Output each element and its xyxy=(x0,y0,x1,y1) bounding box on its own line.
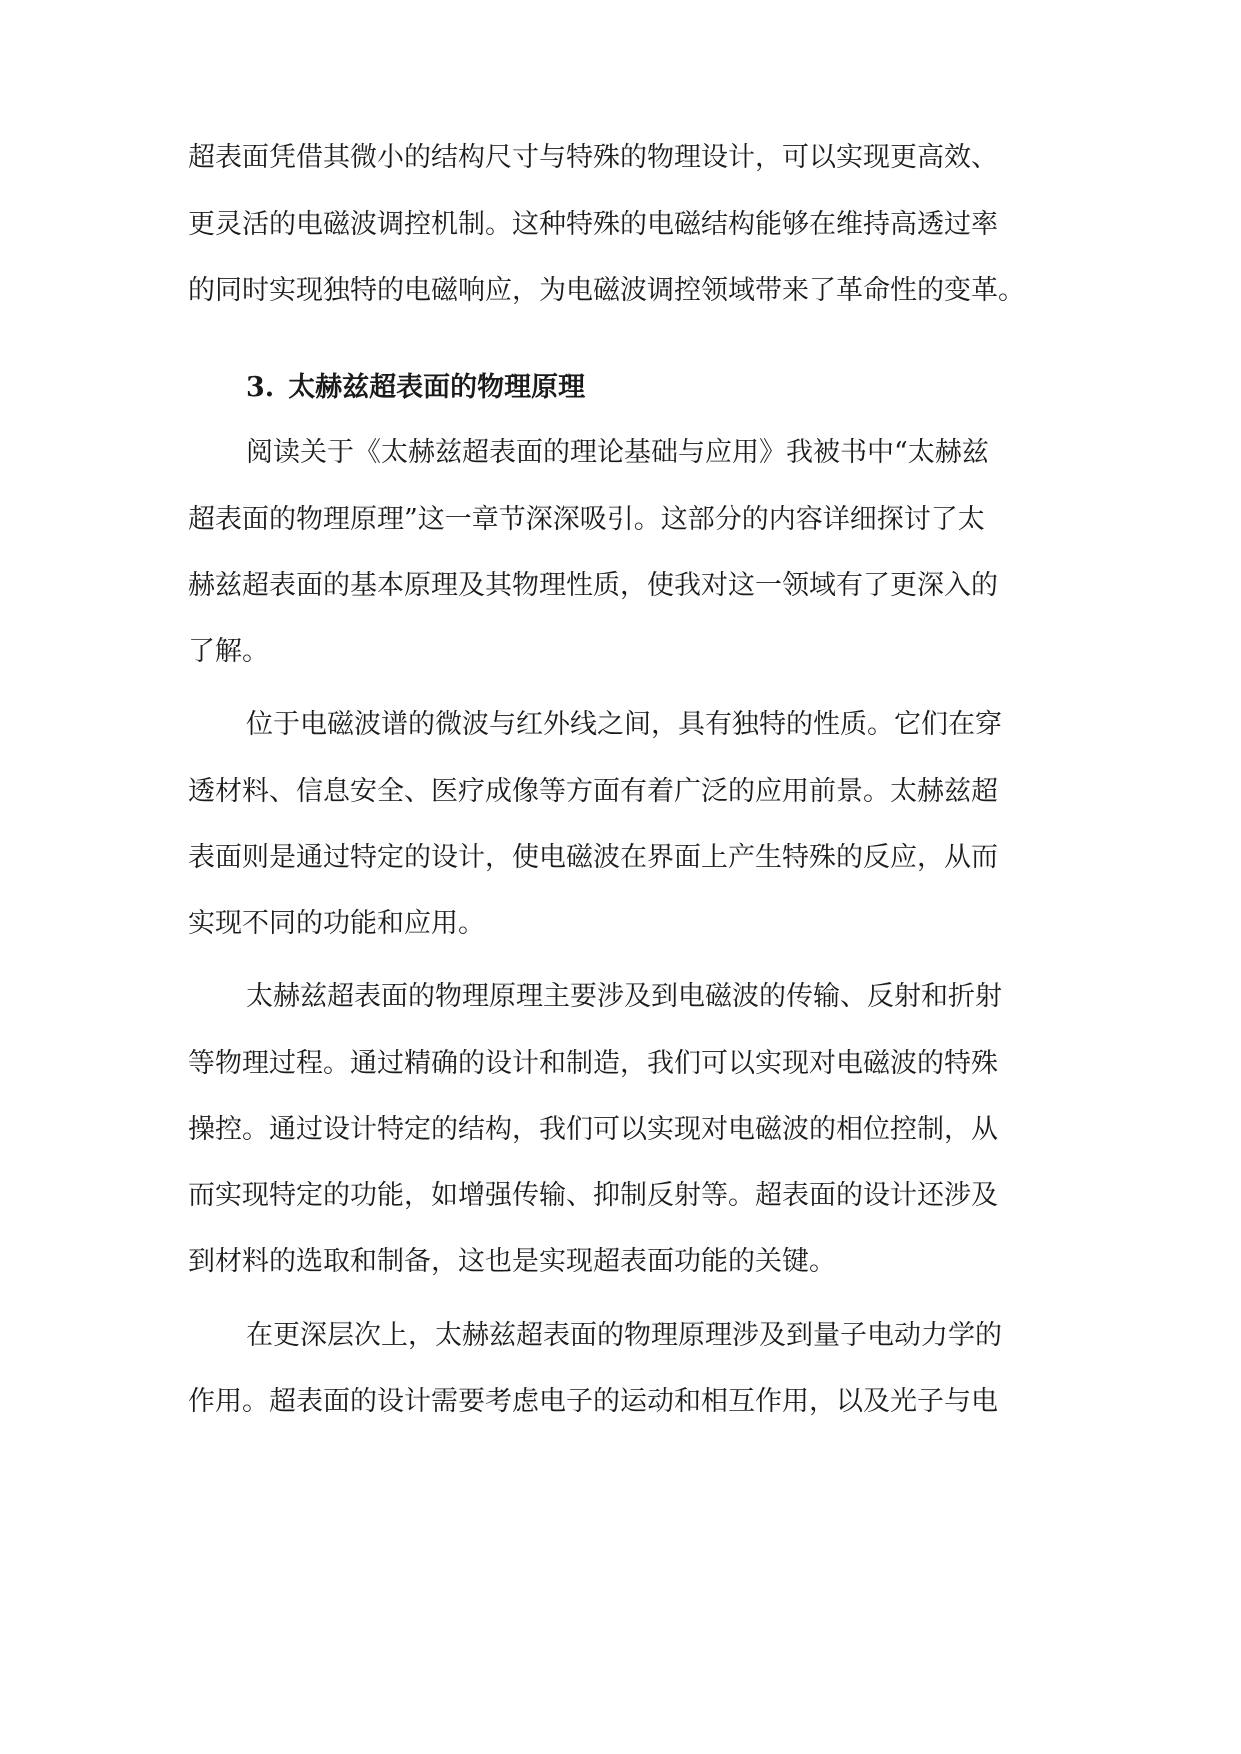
paragraph-2-line-1: 位于电磁波谱的微波与红外线之间，具有独特的性质。它们在穿 xyxy=(246,709,1002,740)
paragraph-3-line-4: 而实现特定的功能，如增强传输、抑制反射等。超表面的设计还涉及 xyxy=(188,1180,998,1211)
paragraph-3-line-2: 等物理过程。通过精确的设计和制造，我们可以实现对电磁波的特殊 xyxy=(188,1048,998,1079)
paragraph-1-line-2: 超表面的物理原理”这一章节深深吸引。这部分的内容详细探讨了太 xyxy=(188,504,985,535)
section-title: 太赫兹超表面的物理原理 xyxy=(288,372,586,403)
section-heading xyxy=(246,370,1058,406)
paragraph-2-line-2: 透材料、信息安全、医疗成像等方面有着广泛的应用前景。太赫兹超 xyxy=(188,776,998,807)
intro-line-3: 的同时实现独特的电磁响应，为电磁波调控领域带来了革命性的变革。 xyxy=(188,275,1025,306)
paragraph-3-line-5: 到材料的选取和制备，这也是实现超表面功能的关键。 xyxy=(188,1246,836,1277)
paragraph-1-line-3: 赫兹超表面的基本原理及其物理性质，使我对这一领域有了更深入的 xyxy=(188,570,998,601)
paragraph-4-line-1: 在更深层次上，太赫兹超表面的物理原理涉及到量子电动力学的 xyxy=(246,1320,1002,1351)
paragraph-2-line-4: 实现不同的功能和应用。 xyxy=(188,908,485,939)
intro-line-1: 超表面凭借其微小的结构尺寸与特殊的物理设计，可以实现更高效、 xyxy=(188,142,998,173)
paragraph-3-line-1: 太赫兹超表面的物理原理主要涉及到电磁波的传输、反射和折射 xyxy=(246,981,1002,1012)
paragraph-1-line-4: 了解。 xyxy=(188,636,269,667)
paragraph-2-line-3: 表面则是通过特定的设计，使电磁波在界面上产生特殊的反应，从而 xyxy=(188,842,998,873)
paragraph-1-line-1: 阅读关于《太赫兹超表面的理论基础与应用》我被书中“太赫兹 xyxy=(246,437,989,468)
section-number: 3. xyxy=(246,372,275,403)
paragraph-4-line-2: 作用。超表面的设计需要考虑电子的运动和相互作用，以及光子与电 xyxy=(188,1386,998,1417)
paragraph-3-line-3: 操控。通过设计特定的结构，我们可以实现对电磁波的相位控制，从 xyxy=(188,1114,998,1145)
intro-line-2: 更灵活的电磁波调控机制。这种特殊的电磁结构能够在维持高透过率 xyxy=(188,209,998,240)
